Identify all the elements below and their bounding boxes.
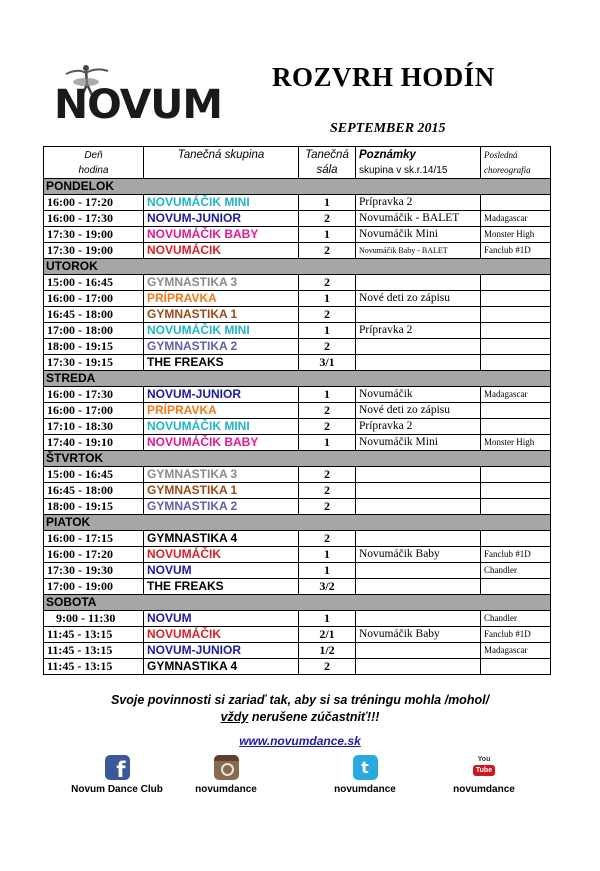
hall-cell: 2 — [299, 211, 356, 227]
table-row — [44, 547, 551, 563]
day-name: PONDELOK — [44, 179, 551, 195]
social-label-facebook: Novum Dance Club — [71, 784, 163, 795]
website-link[interactable]: www.novumdance.sk — [239, 734, 361, 748]
hall-cell: 2 — [299, 483, 356, 499]
day-name: UTOROK — [44, 259, 551, 275]
table-row — [44, 643, 551, 659]
note-cell: Prípravka 2 — [356, 323, 481, 339]
group-cell: NOVUM-JUNIOR — [144, 643, 299, 659]
table-row — [44, 419, 551, 435]
facebook-icon[interactable]: f — [105, 755, 130, 780]
table-row — [44, 307, 551, 323]
table-row — [44, 435, 551, 451]
hall-cell: 1 — [299, 611, 356, 627]
choreography-cell — [481, 403, 551, 419]
time-cell: 16:00 - 17:30 — [44, 211, 144, 227]
group-cell: NOVUMÁČIK BABY — [144, 435, 299, 451]
group-cell: NOVUMÁČIK BABY — [144, 227, 299, 243]
column-header-group: Tanečná skupina — [144, 147, 299, 179]
day-name: SOBOTA — [44, 595, 551, 611]
note-cell: Nové deti zo zápisu — [356, 291, 481, 307]
hall-cell: 2 — [299, 403, 356, 419]
choreography-cell: Fanclub #1D — [481, 243, 551, 259]
choreography-cell — [481, 499, 551, 515]
table-row — [44, 339, 551, 355]
group-cell: PRÍPRAVKA — [144, 403, 299, 419]
social-instagram[interactable] — [156, 755, 296, 795]
choreography-cell: Madagascar — [481, 643, 551, 659]
group-cell: GYMNASTIKA 2 — [144, 499, 299, 515]
schedule-month: SEPTEMBER 2015 — [330, 121, 446, 136]
note-cell — [356, 339, 481, 355]
choreography-cell: Madagascar — [481, 387, 551, 403]
note-cell: Novumáčik Mini — [356, 435, 481, 451]
note-cell — [356, 467, 481, 483]
hall-cell: 3/1 — [299, 355, 356, 371]
table-row — [44, 243, 551, 259]
youtube-icon[interactable]: You Tube — [472, 755, 497, 780]
time-cell: 17:40 - 19:10 — [44, 435, 144, 451]
table-header-row — [44, 147, 551, 179]
time-cell: 16:45 - 18:00 — [44, 307, 144, 323]
schedule-table — [43, 146, 551, 675]
table-row — [44, 227, 551, 243]
table-row — [44, 211, 551, 227]
choreography-cell — [481, 659, 551, 675]
choreography-cell — [481, 307, 551, 323]
footer-notice-rest: nerušene zúčastniť!!! — [248, 710, 380, 724]
time-cell: 15:00 - 16:45 — [44, 467, 144, 483]
choreography-cell — [481, 579, 551, 595]
choreography-cell: Monster High — [481, 435, 551, 451]
social-label-twitter: novumdance — [334, 784, 396, 795]
note-cell — [356, 659, 481, 675]
note-cell — [356, 275, 481, 291]
group-cell: THE FREAKS — [144, 579, 299, 595]
note-cell: Prípravka 2 — [356, 419, 481, 435]
hall-cell: 1 — [299, 323, 356, 339]
hall-cell: 2 — [299, 467, 356, 483]
time-cell: 16:00 - 17:30 — [44, 387, 144, 403]
note-cell: Novumáčik Baby — [356, 627, 481, 643]
group-cell: GYMNASTIKA 2 — [144, 339, 299, 355]
time-cell: 17:30 - 19:00 — [44, 243, 144, 259]
note-cell: Novumáčik - BALET — [356, 211, 481, 227]
time-cell: 17:10 - 18:30 — [44, 419, 144, 435]
group-cell: NOVUM-JUNIOR — [144, 387, 299, 403]
table-row — [44, 467, 551, 483]
day-header-row — [44, 371, 551, 387]
table-row — [44, 579, 551, 595]
time-cell: 16:00 - 17:20 — [44, 195, 144, 211]
note-cell — [356, 611, 481, 627]
choreography-cell: Fanclub #1D — [481, 627, 551, 643]
note-cell: Novumáčik Mini — [356, 227, 481, 243]
day-name: STREDA — [44, 371, 551, 387]
hall-cell: 3/2 — [299, 579, 356, 595]
table-row — [44, 483, 551, 499]
note-cell: Prípravka 2 — [356, 195, 481, 211]
time-cell: 17:30 - 19:15 — [44, 355, 144, 371]
choreography-cell: Fanclub #1D — [481, 547, 551, 563]
time-cell: 17:00 - 19:00 — [44, 579, 144, 595]
hall-cell: 2 — [299, 243, 356, 259]
time-cell: 16:00 - 17:00 — [44, 403, 144, 419]
choreography-cell — [481, 291, 551, 307]
hall-cell: 2 — [299, 419, 356, 435]
note-cell — [356, 355, 481, 371]
column-header-choreography: Posledná choreografia — [481, 147, 551, 179]
choreography-cell — [481, 195, 551, 211]
group-cell: GYMNASTIKA 4 — [144, 531, 299, 547]
table-row — [44, 355, 551, 371]
choreography-cell — [481, 339, 551, 355]
logo-wordmark: NOVUM — [54, 82, 222, 128]
choreography-cell: Chandler — [481, 563, 551, 579]
hall-cell: 1 — [299, 547, 356, 563]
time-cell: 17:30 - 19:00 — [44, 227, 144, 243]
group-cell: NOVUMÁČIK MINI — [144, 323, 299, 339]
choreography-cell: Madagascar — [481, 211, 551, 227]
social-label-youtube: novumdance — [453, 784, 515, 795]
table-row — [44, 275, 551, 291]
hall-cell: 2 — [299, 499, 356, 515]
hall-cell: 1 — [299, 563, 356, 579]
note-cell: Novumáčik Baby - BALET — [356, 243, 481, 259]
time-cell: 9:00 - 11:30 — [44, 611, 144, 627]
table-row — [44, 659, 551, 675]
day-header-row — [44, 179, 551, 195]
footer-notice-line2 — [0, 710, 600, 724]
time-cell: 16:00 - 17:00 — [44, 291, 144, 307]
hall-cell: 1 — [299, 435, 356, 451]
page-title: ROZVRH HODÍN — [272, 62, 495, 92]
day-name: ŠTVRTOK — [44, 451, 551, 467]
note-cell: Novumáčik Baby — [356, 547, 481, 563]
table-row — [44, 611, 551, 627]
choreography-cell — [481, 483, 551, 499]
time-cell: 11:45 - 13:15 — [44, 643, 144, 659]
footer-emphasis: vždy — [220, 710, 249, 724]
note-cell — [356, 579, 481, 595]
group-cell: GYMNASTIKA 3 — [144, 275, 299, 291]
note-cell — [356, 531, 481, 547]
column-header-hall: Tanečná sála — [299, 147, 356, 179]
group-cell: GYMNASTIKA 1 — [144, 307, 299, 323]
note-cell — [356, 307, 481, 323]
choreography-cell — [481, 275, 551, 291]
time-cell: 17:30 - 19:30 — [44, 563, 144, 579]
group-cell: GYMNASTIKA 4 — [144, 659, 299, 675]
choreography-cell — [481, 467, 551, 483]
novum-logo — [50, 64, 240, 132]
column-header-notes: Poznámky skupina v sk.r.14/15 — [356, 147, 481, 179]
table-row — [44, 627, 551, 643]
schedule-body — [44, 179, 551, 675]
table-row — [44, 531, 551, 547]
group-cell: NOVUM — [144, 563, 299, 579]
group-cell: NOVUMÁČIK MINI — [144, 195, 299, 211]
social-youtube[interactable] — [414, 755, 554, 795]
day-header-row — [44, 515, 551, 531]
group-cell: NOVUMÁČIK — [144, 547, 299, 563]
note-cell: Novumáčik — [356, 387, 481, 403]
day-name: PIATOK — [44, 515, 551, 531]
group-cell: NOVUM — [144, 611, 299, 627]
hall-cell: 1 — [299, 227, 356, 243]
group-cell: NOVUMÁČIK — [144, 627, 299, 643]
table-row — [44, 291, 551, 307]
note-cell: Nové deti zo zápisu — [356, 403, 481, 419]
hall-cell: 1 — [299, 387, 356, 403]
time-cell: 16:00 - 17:20 — [44, 547, 144, 563]
time-cell: 15:00 - 16:45 — [44, 275, 144, 291]
hall-cell: 2 — [299, 275, 356, 291]
footer-notice-line1: Svoje povinnosti si zariaď tak, aby si sa tréningu mohla /mohol/ — [110, 693, 490, 707]
time-cell: 18:00 - 19:15 — [44, 339, 144, 355]
time-cell: 11:45 - 13:15 — [44, 659, 144, 675]
group-cell: NOVUMÁČIK MINI — [144, 419, 299, 435]
instagram-icon[interactable] — [214, 755, 239, 780]
hall-cell: 2/1 — [299, 627, 356, 643]
choreography-cell — [481, 323, 551, 339]
table-row — [44, 403, 551, 419]
table-row — [44, 499, 551, 515]
choreography-cell: Chandler — [481, 611, 551, 627]
group-cell: NOVUMÁCIK — [144, 243, 299, 259]
column-header-day: Deň hodina — [44, 147, 144, 179]
day-header-row — [44, 451, 551, 467]
note-cell — [356, 483, 481, 499]
table-row — [44, 195, 551, 211]
hall-cell: 2 — [299, 531, 356, 547]
hall-cell: 1/2 — [299, 643, 356, 659]
twitter-icon[interactable]: t — [353, 755, 378, 780]
group-cell: THE FREAKS — [144, 355, 299, 371]
time-cell: 17:00 - 18:00 — [44, 323, 144, 339]
group-cell: GYMNASTIKA 3 — [144, 467, 299, 483]
choreography-cell — [481, 355, 551, 371]
group-cell: NOVUM-JUNIOR — [144, 211, 299, 227]
hall-cell: 1 — [299, 291, 356, 307]
note-cell — [356, 643, 481, 659]
time-cell: 16:00 - 17:15 — [44, 531, 144, 547]
day-header-row — [44, 595, 551, 611]
social-label-instagram: novumdance — [195, 784, 257, 795]
day-header-row — [44, 259, 551, 275]
time-cell: 18:00 - 19:15 — [44, 499, 144, 515]
hall-cell: 2 — [299, 659, 356, 675]
group-cell: GYMNASTIKA 1 — [144, 483, 299, 499]
note-cell — [356, 499, 481, 515]
table-row — [44, 387, 551, 403]
choreography-cell: Monster High — [481, 227, 551, 243]
time-cell: 16:45 - 18:00 — [44, 483, 144, 499]
time-cell: 11:45 - 13:15 — [44, 627, 144, 643]
choreography-cell — [481, 419, 551, 435]
hall-cell: 1 — [299, 195, 356, 211]
note-cell — [356, 563, 481, 579]
group-cell: PRÍPRAVKA — [144, 291, 299, 307]
hall-cell: 2 — [299, 307, 356, 323]
choreography-cell — [481, 531, 551, 547]
hall-cell: 2 — [299, 339, 356, 355]
table-row — [44, 323, 551, 339]
table-row — [44, 563, 551, 579]
